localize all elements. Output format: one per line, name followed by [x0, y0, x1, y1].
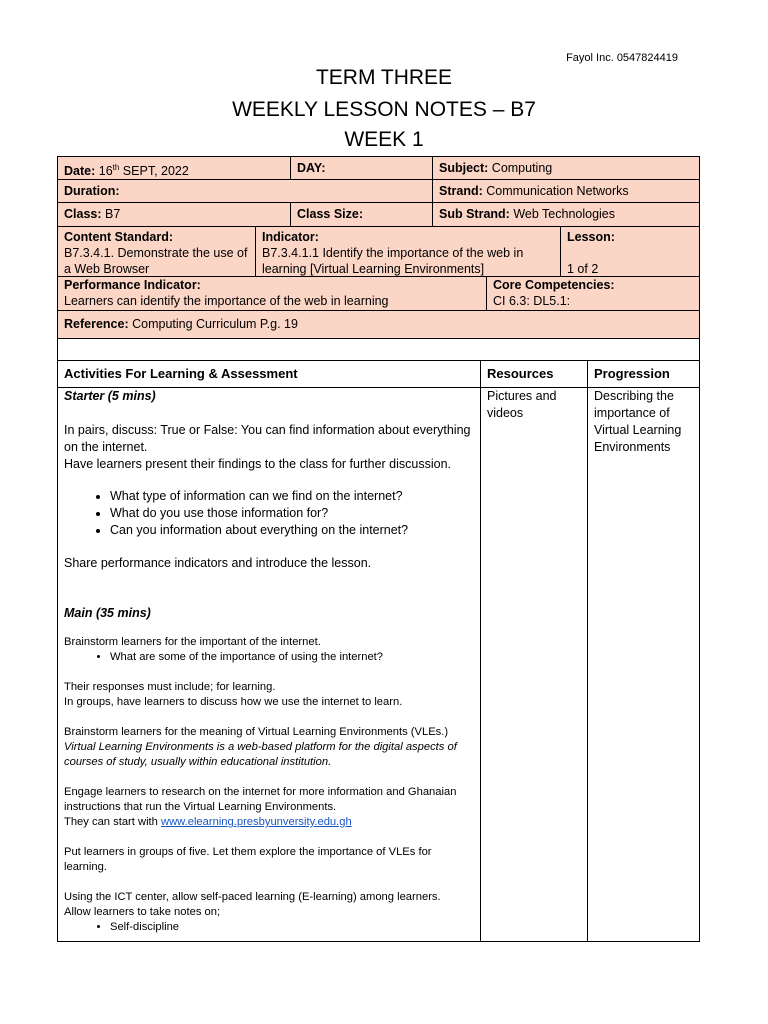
main-bullet-list-1: [64, 650, 474, 665]
main-paragraph-7: They can start with www.elearning.presbyunversity.edu.gh: [64, 816, 352, 828]
spacer-row: [58, 339, 700, 361]
list-item: • What type of information can we find on the internet?: [110, 488, 474, 505]
content-standard-cell: Content Standard: B7.3.4.1. Demonstrate the use of a Web Browser: [58, 227, 256, 277]
vle-definition: Virtual Learning Environments is a web-based platform for the digital aspects of courses of study, usually within educational institution.: [64, 741, 457, 768]
table-bottom-border: [58, 941, 700, 942]
resources-column: [481, 361, 588, 942]
company-contact: Fayol Inc. 0547824419: [566, 52, 678, 64]
activities-header: Activities For Learning & Assessment: [58, 361, 480, 388]
starter-paragraph-1: In pairs, discuss: True or False: You can find information about everything on the internet.: [64, 423, 471, 454]
activities-column: [58, 361, 481, 942]
resources-text: Pictures and videos: [487, 389, 557, 420]
progression-header: Progression: [588, 361, 699, 388]
main-heading: Main (35 mins): [64, 606, 151, 620]
list-item: • What do you use those information for?: [110, 505, 474, 522]
main-paragraph-4: Brainstorm learners for the meaning of Virtual Learning Environments (VLEs.): [64, 726, 449, 738]
main-paragraph-6: Engage learners to research on the internet for more information and Ghanaian instructions that run the Virtual Learning Environments.: [64, 786, 457, 813]
lesson-notes-title: WEEKLY LESSON NOTES – B7: [232, 98, 536, 121]
sub-strand-cell: Sub Strand: Web Technologies: [433, 203, 700, 227]
class-size-cell: Class Size:: [291, 203, 433, 227]
progression-text: Describing the importance of Virtual Learning Environments: [594, 389, 682, 454]
list-item: • Self-discipline: [110, 920, 474, 935]
subject-cell: Subject: Computing: [433, 157, 700, 180]
performance-indicator-cell: Performance Indicator: Learners can identify the importance of the web in learning: [58, 277, 487, 311]
main-paragraph-9: Using the ICT center, allow self-paced learning (E-learning) among learners.: [64, 891, 441, 903]
day-cell: DAY:: [291, 157, 433, 180]
starter-paragraph-3: Share performance indicators and introduce the lesson.: [64, 556, 372, 570]
main-bullet-list-2: [64, 920, 474, 935]
strand-cell: Strand: Communication Networks: [433, 180, 700, 203]
duration-cell: Duration:: [58, 180, 433, 203]
indicator-cell: Indicator: B7.3.4.1.1 Identify the importance of the web in learning [Virtual Learning Environments]: [256, 227, 561, 277]
resources-header: Resources: [481, 361, 587, 388]
main-paragraph-8: Put learners in groups of five. Let them explore the importance of VLEs for learning.: [64, 846, 432, 873]
core-competencies-cell: Core Competencies: CI 6.3: DL5.1:: [487, 277, 700, 311]
week-title: WEEK 1: [344, 128, 424, 151]
term-title: TERM THREE: [315, 66, 453, 89]
progression-column: [588, 361, 700, 942]
main-paragraph-2: Their responses must include; for learning.: [64, 681, 276, 693]
date-cell: Date: 16th SEPT, 2022: [58, 157, 291, 180]
list-item: • What are some of the importance of using the internet?: [110, 650, 474, 665]
lesson-cell: Lesson: 1 of 2: [561, 227, 700, 277]
main-paragraph-3: In groups, have learners to discuss how we use the internet to learn.: [64, 696, 403, 708]
activities-table: [57, 360, 700, 942]
starter-paragraph-2: Have learners present their findings to the class for further discussion.: [64, 457, 451, 471]
elearning-link[interactable]: www.elearning.presbyunversity.edu.gh: [161, 816, 352, 828]
main-paragraph-1: Brainstorm learners for the important of the internet.: [64, 636, 321, 648]
activities-body: [58, 388, 480, 935]
reference-cell: Reference: Computing Curriculum P.g. 19: [58, 311, 700, 339]
starter-bullet-list: [64, 488, 474, 539]
list-item: • Can you information about everything on the internet?: [110, 522, 474, 539]
lesson-info-table: [57, 156, 700, 360]
main-paragraph-10: Allow learners to take notes on;: [64, 906, 221, 918]
class-cell: Class: B7: [58, 203, 291, 227]
starter-heading: Starter (5 mins): [64, 389, 156, 403]
